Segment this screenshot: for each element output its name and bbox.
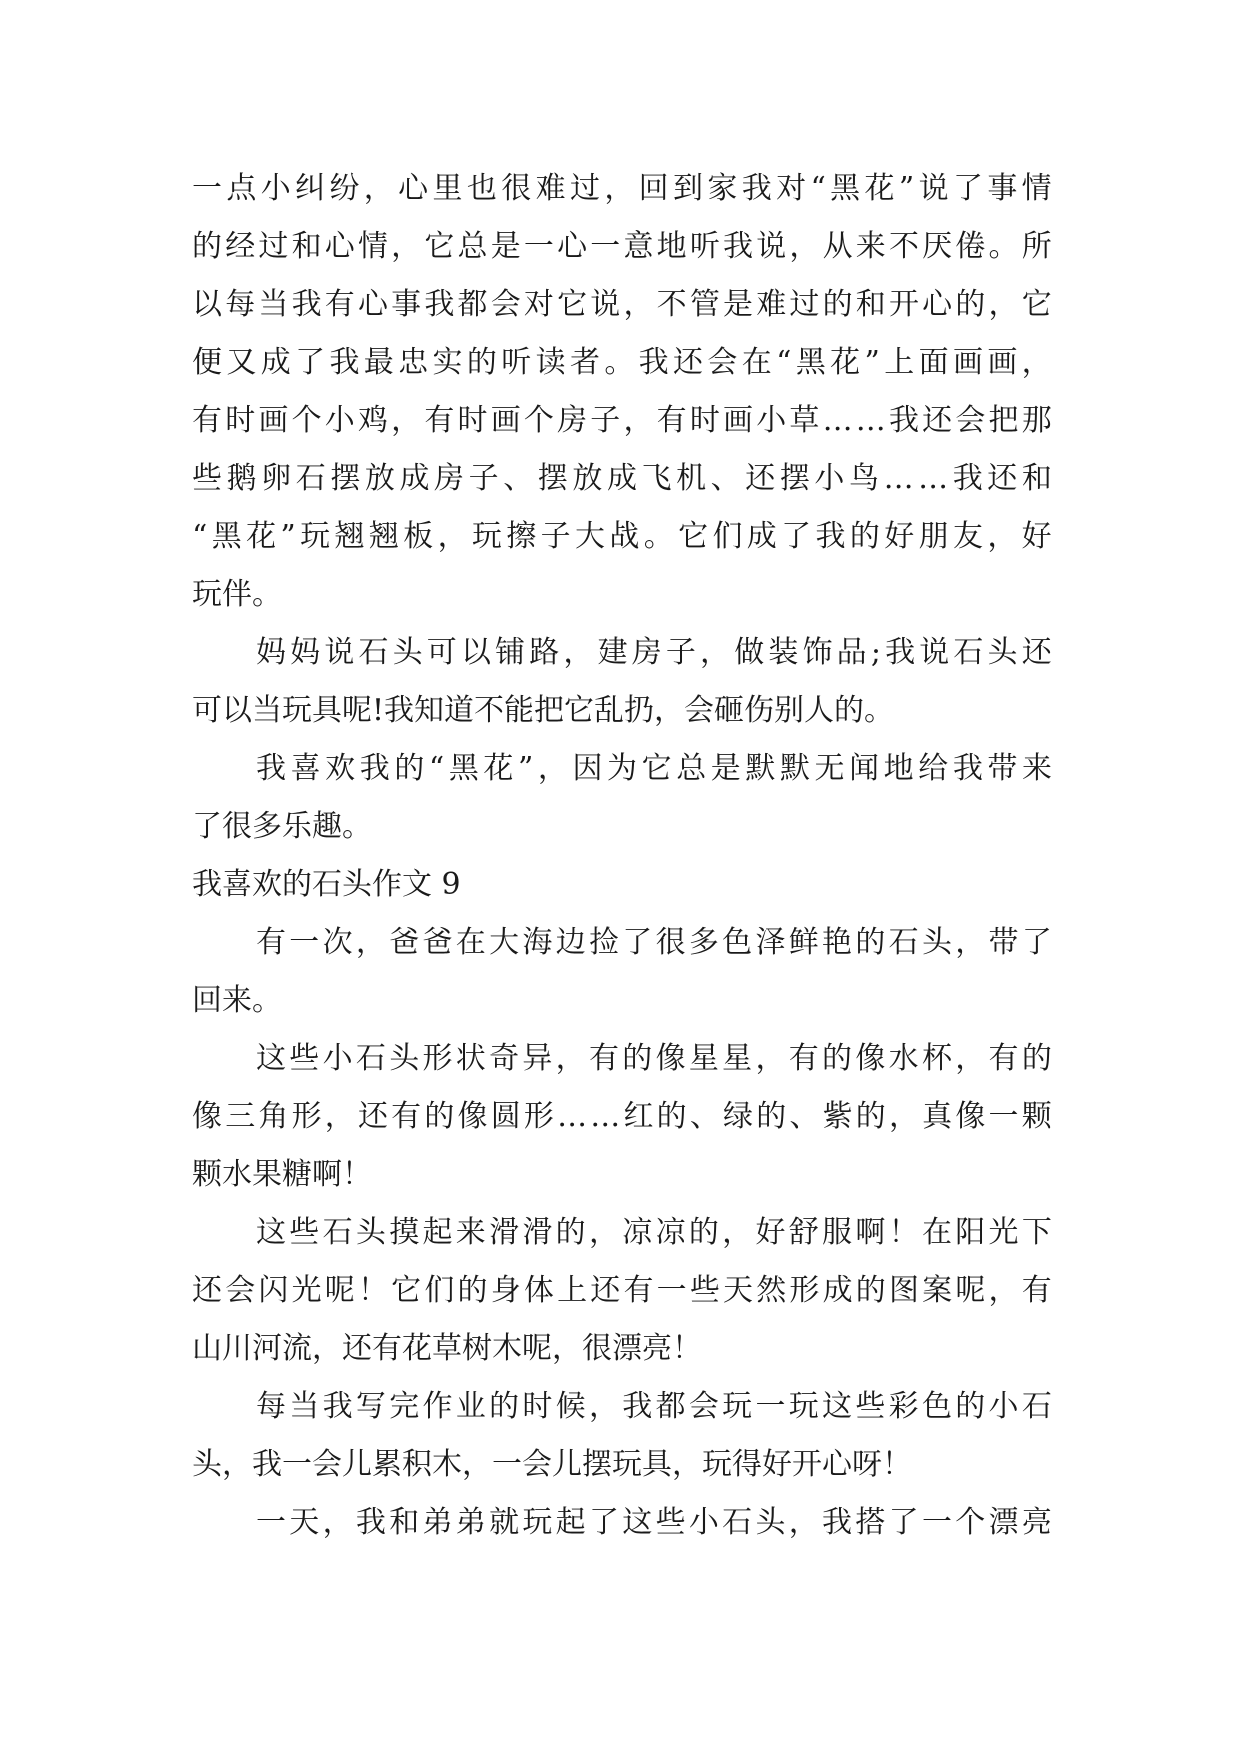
text-line: 些 鹅 卵 石 摆 放 成 房 子 、 摆 放 成 飞 机 、 还 摆 小 鸟 … … 我 还 和: [192, 461, 1052, 496]
text-line: 回来。: [192, 983, 282, 1018]
text-line: 以 每 当 我 有 心 事 我 都 会 对 它 说 ， 不 管 是 难 过 的 和 开 心 的 ， 它: [192, 287, 1052, 322]
text-line: 有 时 画 个 小 鸡 ， 有 时 画 个 房 子 ， 有 时 画 小 草 … … 我 还 会 把 那: [192, 403, 1052, 438]
paragraph-first-line: 有 一 次 ， 爸 爸 在 大 海 边 捡 了 很 多 色 泽 鲜 艳 的 石 头 ， 带 了: [256, 925, 1052, 960]
text-line: “ 黑 花 ” 玩 翘 翘 板 ， 玩 擦 子 大 战 。 它 们 成 了 我 的 好 朋 友 ， 好: [192, 519, 1052, 554]
text-line: 了很多乐趣。: [192, 809, 372, 844]
paragraph-first-line: 我 喜 欢 我 的 “ 黑 花 ” ， 因 为 它 总 是 默 默 无 闻 地 给 我 带 来: [256, 751, 1052, 786]
text-line: 可以当玩具呢!我知道不能把它乱扔，会砸伤别人的。: [192, 693, 895, 728]
text-line: 玩伴。: [192, 577, 282, 612]
paragraph-first-line: 每 当 我 写 完 作 业 的 时 候 ， 我 都 会 玩 一 玩 这 些 彩 色 的 小 石: [256, 1389, 1052, 1424]
paragraph-first-line: 妈 妈 说 石 头 可 以 铺 路 ， 建 房 子 ， 做 装 饰 品 ; 我 说 石 头 还: [256, 635, 1052, 670]
text-line: 我喜欢的石头作文 9: [192, 867, 461, 902]
paragraph-first-line: 一 天 ， 我 和 弟 弟 就 玩 起 了 这 些 小 石 头 ， 我 搭 了 一 个 漂 亮: [256, 1505, 1052, 1540]
text-line: 山川河流，还有花草树木呢，很漂亮！: [192, 1331, 702, 1366]
text-line: 的 经 过 和 心 情 ， 它 总 是 一 心 一 意 地 听 我 说 ， 从 来 不 厌 倦 。 所: [192, 229, 1052, 264]
text-line: 还 会 闪 光 呢 ！ 它 们 的 身 体 上 还 有 一 些 天 然 形 成 的 图 案 呢 ， 有: [192, 1273, 1052, 1308]
text-line: 一 点 小 纠 纷 ， 心 里 也 很 难 过 ， 回 到 家 我 对 “ 黑 花 ” 说 了 事 情: [192, 171, 1052, 206]
text-line: 头，我一会儿累积木，一会儿摆玩具，玩得好开心呀！: [192, 1447, 912, 1482]
text-line: 颗水果糖啊！: [192, 1157, 372, 1192]
text-line: 像 三 角 形 ， 还 有 的 像 圆 形 … … 红 的 、 绿 的 、 紫 的 ， 真 像 一 颗: [192, 1099, 1052, 1134]
essay-body: [192, 160, 1052, 1552]
paragraph-first-line: 这 些 石 头 摸 起 来 滑 滑 的 ， 凉 凉 的 ， 好 舒 服 啊 ！ 在 阳 光 下: [256, 1215, 1052, 1250]
paragraph-first-line: 这 些 小 石 头 形 状 奇 异 ， 有 的 像 星 星 ， 有 的 像 水 杯 ， 有 的: [256, 1041, 1052, 1076]
text-line: 便 又 成 了 我 最 忠 实 的 听 读 者 。 我 还 会 在 “ 黑 花 ” 上 面 画 画 ，: [192, 345, 1052, 380]
